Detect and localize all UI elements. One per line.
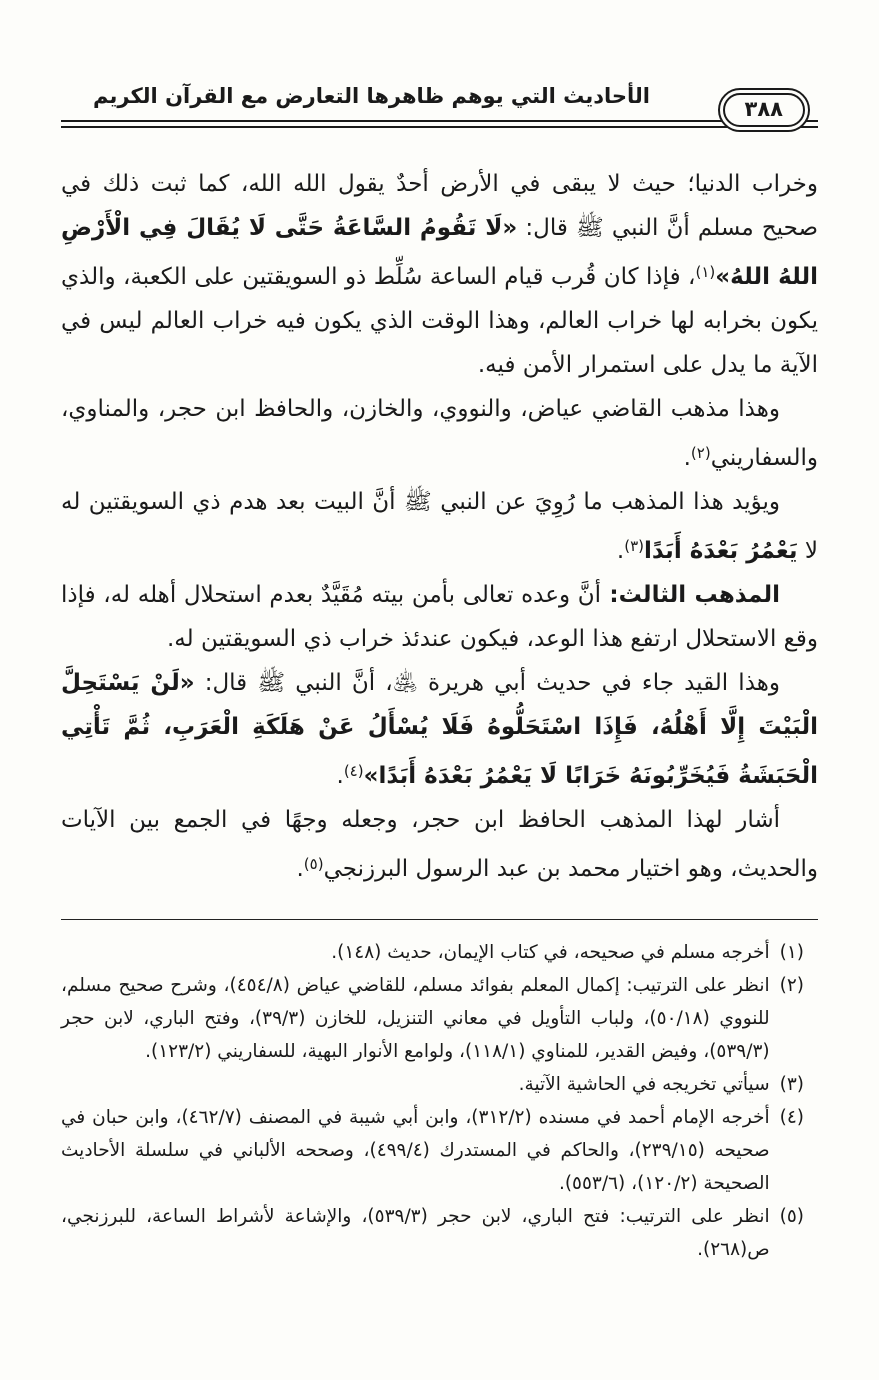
text-run: ﵁	[392, 670, 418, 696]
footnote-marker: (٣)	[779, 1074, 804, 1095]
text-run: وهذا القيد جاء في حديث أبي هريرة	[417, 670, 781, 696]
body-text	[61, 162, 818, 891]
text-run: قال:	[194, 670, 258, 696]
paragraph	[61, 387, 818, 480]
text-run: ﷺ	[575, 215, 604, 241]
text-run: .	[683, 445, 691, 471]
text-run: ، فإذا كان قُرب قيام الساعة سُلِّط ذو السويقتين على الكعبة، والذي يكون بخرابه لها خراب العالم، وهذا الوقت الذي يكون فيه خراب العالم ليس في الآية ما يدل على استمرار الأمن فيه.	[61, 264, 818, 378]
header-double-rule	[61, 120, 818, 128]
emphasized-text: يَعْمُرُ بَعْدَهُ أَبَدًا	[644, 538, 798, 564]
footnote	[61, 1200, 804, 1266]
footnote-text: انظر على الترتيب: إكمال المعلم بفوائد مسلم، للقاضي عياض (٤٥٤/٨)، وشرح صحيح مسلم، للنووي (٥٠/١٨)، ولباب التأويل في معاني التنزيل، للخازن (٣٩/٣)، وفتح الباري، لابن حجر (٥٣٩/٣)، وفيض القدير، للمناوي (١١٨/١)، ولوامع الأنوار البهية، للسفاريني (١٢٣/٢).	[61, 975, 770, 1062]
text-run: أنَّ وعده تعالى بأمن بيته مُقَيَّدٌ بعدم استحلال أهله له، فإذا وقع الاستحلال ارتفع هذا الوعد، فيكون عندئذ خراب ذي السويقتين له.	[61, 582, 818, 652]
text-run: ويؤيد هذا المذهب ما رُوِيَ عن النبي	[431, 489, 780, 515]
paragraph	[61, 162, 818, 387]
page-header	[61, 84, 818, 136]
footnotes	[61, 936, 818, 1266]
text-run: وهذا مذهب القاضي عياض، والنووي، والخازن، والحافظ ابن حجر، والمناوي، والسفاريني	[61, 396, 818, 471]
footnote-reference: (٤)	[343, 762, 364, 780]
footnote-reference: (٣)	[624, 537, 645, 555]
footnote-text: انظر على الترتيب: فتح الباري، لابن حجر (٥٣٩/٣)، والإشاعة لأشراط الساعة، للبرزنجي، ص(٢٦٨).	[61, 1206, 770, 1260]
footnote-text: أخرجه الإمام أحمد في مسنده (٣١٢/٢)، وابن أبي شيبة في المصنف (٤٦٢/٧)، وابن حبان في صحيحه (٢٣٩/١٥)، والحاكم في المستدرك (٤٩٩/٤)، وصححه الألباني في سلسلة الأحاديث الصحيحة (١٢٠/٢)، (٥٥٣/٦).	[61, 1107, 770, 1194]
footnote-reference: (١)	[695, 263, 716, 281]
footnote-text: أخرجه مسلم في صحيحه، في كتاب الإيمان، حديث (١٤٨).	[331, 942, 770, 963]
footnote	[61, 1101, 804, 1200]
footnote-marker: (٤)	[779, 1107, 804, 1128]
footnote-marker: (١)	[779, 942, 804, 963]
text-run: أنَّ البيت بعد هدم ذي السويقتين له لا	[61, 489, 818, 564]
page-number-badge	[718, 88, 810, 132]
text-run: ﷺ	[404, 489, 432, 515]
paragraph	[61, 661, 818, 798]
text-run: ﷺ	[257, 670, 286, 696]
running-title: الأحاديث التي يوهم ظاهرها التعارض مع القرآن الكريم	[93, 84, 650, 108]
paragraph	[61, 573, 818, 661]
footnote-reference: (٢)	[690, 444, 711, 462]
text-run: قال:	[517, 215, 576, 241]
text-run: .	[336, 763, 344, 789]
emphasized-text: «لَنْ يَسْتَحِلَّ الْبَيْتَ إِلَّا أَهْلُهُ، فَإِذَا اسْتَحَلُّوهُ فَلَا يُسْأَلُ عَنْ هَلَكَةِ الْعَرَبِ، ثُمَّ تَأْتِي الْحَبَشَةُ فَيُخَرِّبُونَهُ خَرَابًا لَا يَعْمُرُ بَعْدَهُ أَبَدًا»	[61, 670, 818, 789]
paragraph	[61, 798, 818, 891]
page-number: ٣٨٨	[723, 93, 805, 127]
footnote-reference: (٥)	[303, 855, 324, 873]
footnote-text: سيأتي تخريجه في الحاشية الآتية.	[518, 1074, 770, 1095]
emphasized-text: المذهب الثالث:	[601, 582, 780, 608]
text-run: .	[296, 856, 304, 882]
text-run: .	[616, 538, 625, 564]
footnote-marker: (٥)	[779, 1206, 804, 1227]
paragraph	[61, 480, 818, 573]
text-run: ، أنَّ النبي	[285, 670, 393, 696]
emphasized-text: «لَا تَقُومُ السَّاعَةُ حَتَّى لَا يُقَالَ فِي الْأَرْضِ اللهُ اللهُ»	[61, 215, 818, 290]
text-run: وخراب الدنيا؛ حيث لا يبقى في الأرض أحدٌ يقول الله الله، كما ثبت ذلك في صحيح مسلم أنَّ النبي	[61, 171, 818, 241]
footnote	[61, 1068, 804, 1101]
footnote-separator	[61, 919, 818, 920]
footnote-marker: (٢)	[779, 975, 804, 996]
footnote	[61, 969, 804, 1068]
text-run: أشار لهذا المذهب الحافظ ابن حجر، وجعله وجهًا في الجمع بين الآيات والحديث، وهو اختيار محمد بن عبد الرسول البرزنجي	[61, 807, 818, 882]
footnote	[61, 936, 804, 969]
